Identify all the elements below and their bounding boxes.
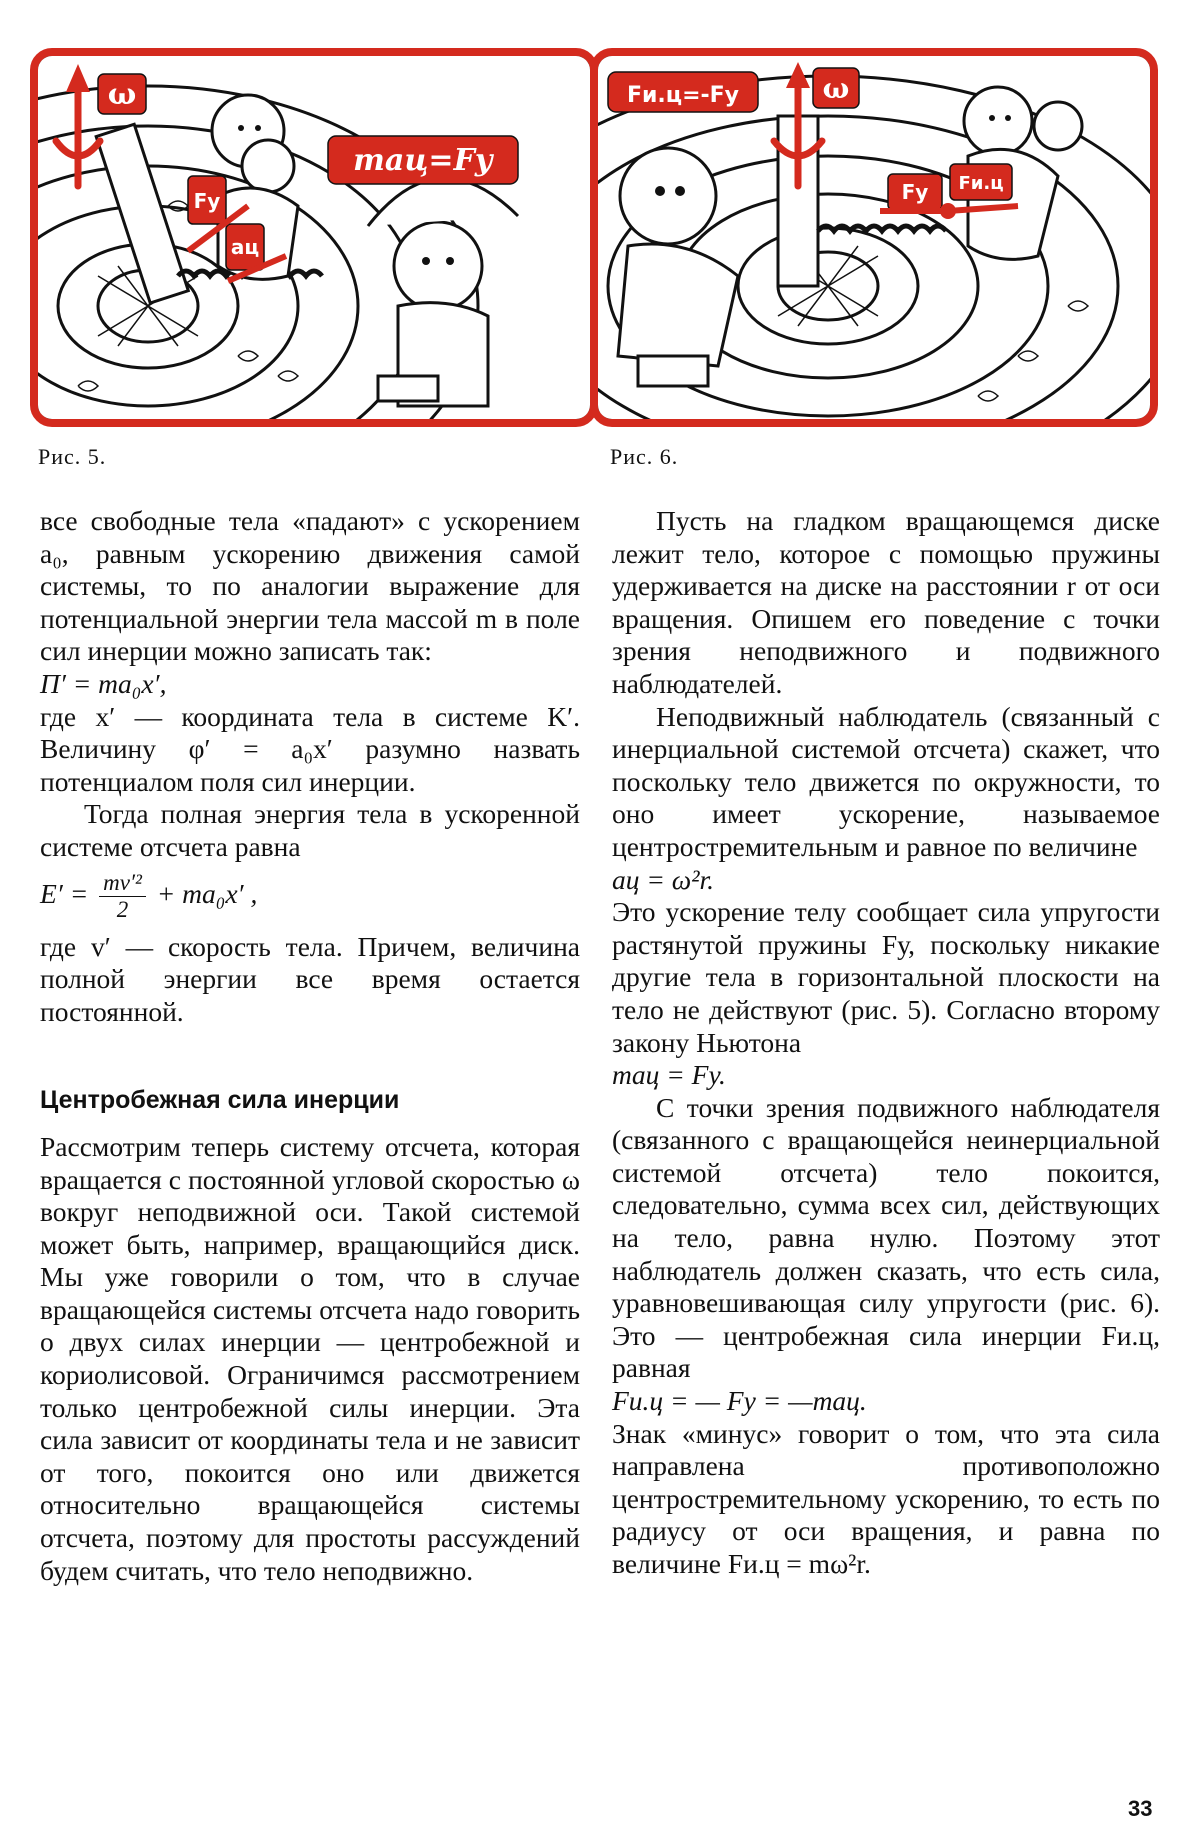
figure-5	[30, 48, 598, 427]
fy-label-5: Fу	[193, 189, 221, 213]
right-paragraph-3: Это ускорение телу сообщает сила упругости растянутой пружины Fу, поскольку никакие другие тела в горизонтальной плоскости на тело не действуют (рис. 5). Согласно второму закону Ньютона	[612, 896, 1160, 1058]
left-formula-potential: П′ = ma₀x′,	[40, 667, 167, 699]
right-paragraph-2: Неподвижный наблюдатель (связанный с инерциальной системой отсчета) скажет, что поскольку тело движется по окружности, то оно имеет ускорение, называемое центростремительным и равное по величине	[612, 700, 1160, 862]
fy-label-6: Fу	[901, 180, 929, 204]
left-paragraph-2: где x′ — координата тела в системе K′. Величину φ′ = a₀x′ разумно назвать потенциалом поля сил инерции.	[40, 700, 580, 797]
right-paragraph-5: Знак «минус» говорит о том, что эта сила направлена противоположно центростремительному ускорению, то есть по радиусу от оси вращения, и равна по величине Fи.ц = mω²r.	[612, 1417, 1160, 1579]
energy-lhs: E′ =	[40, 877, 89, 909]
omega-label-5: ω	[107, 77, 137, 112]
left-paragraph-4: где v′ — скорость тела. Причем, величина полной энергии все время остается постоянной.	[40, 930, 580, 1027]
figure-6-illustration	[598, 56, 1150, 419]
left-paragraph-3: Тогда полная энергия тела в ускоренной системе отсчета равна	[40, 798, 580, 862]
energy-rhs: + ma₀x′ ,	[156, 877, 258, 909]
right-paragraph-1: Пусть на гладком вращающемся диске лежит тело, которое с помощью пружины удерживается на диске на расстоянии r от оси вращения. Опишем его поведение с точки зрения неподвижного и подвижного наблюдателей.	[612, 505, 1160, 699]
section-heading: Центробежная сила инерции	[40, 1086, 400, 1115]
page-number: 33	[1128, 1796, 1153, 1821]
figure-6	[590, 48, 1158, 427]
right-column	[612, 505, 1160, 1581]
right-formula-inertia: Fи.ц = — Fу = —maц.	[612, 1385, 867, 1417]
figure-6-caption: Рис. 6.	[610, 444, 679, 469]
inertia-formula-label-6: Fи.ц=-Fу	[626, 83, 740, 108]
left-column	[40, 505, 580, 1587]
energy-denominator: 2	[116, 896, 129, 922]
omega-label-6: ω	[822, 72, 850, 105]
energy-numerator: mv′²	[99, 870, 146, 897]
energy-fraction	[99, 870, 146, 923]
figure-5-caption: Рис. 5.	[38, 444, 107, 469]
fic-label-6: Fи.ц	[958, 173, 1004, 194]
right-formula-newton: maц = Fу.	[612, 1059, 726, 1091]
ac-label-5: aц	[230, 235, 260, 259]
left-paragraph-1: все свободные тела «падают» с ускорением a₀, равным ускорению движения самой системы, то по аналогии выражение для потенциальной энергии тела массой m в поле сил инерции можно записать так:	[40, 505, 580, 667]
right-paragraph-4: С точки зрения подвижного наблюдателя (связанного с вращающейся неинерциальной системой отсчета) тело покоится, следовательно, сумма всех сил, действующих на тело, равна нулю. Поэтому этот наблюдатель должен сказать, что есть сила, уравновешивающая силу упругости (рис. 6). Это — центробежная сила инерции Fи.ц, равная	[612, 1091, 1160, 1384]
figure-5-illustration	[38, 56, 590, 419]
newton-law-label-5: maц=Fу	[353, 143, 493, 178]
right-formula-centripetal: aц = ω²r.	[612, 863, 714, 895]
left-paragraph-5: Рассмотрим теперь систему отсчета, которая вращается с постоянной угловой скоростью ω вокруг неподвижной оси. Такой системой может быть, например, вращающийся диск. Мы уже говорили о том, что в случае вращающейся системы отсчета надо говорить о двух силах инерции — центробежной и кориолисовой. Ограничимся рассмотрением только центробежной силы инерции. Эта сила зависит от координаты тела и не зависит от того, покоится оно или движется относительно вращающейся системы отсчета, поэтому для простоты рассуждений будем считать, что тело неподвижно.	[40, 1130, 580, 1586]
left-formula-energy	[40, 870, 580, 923]
